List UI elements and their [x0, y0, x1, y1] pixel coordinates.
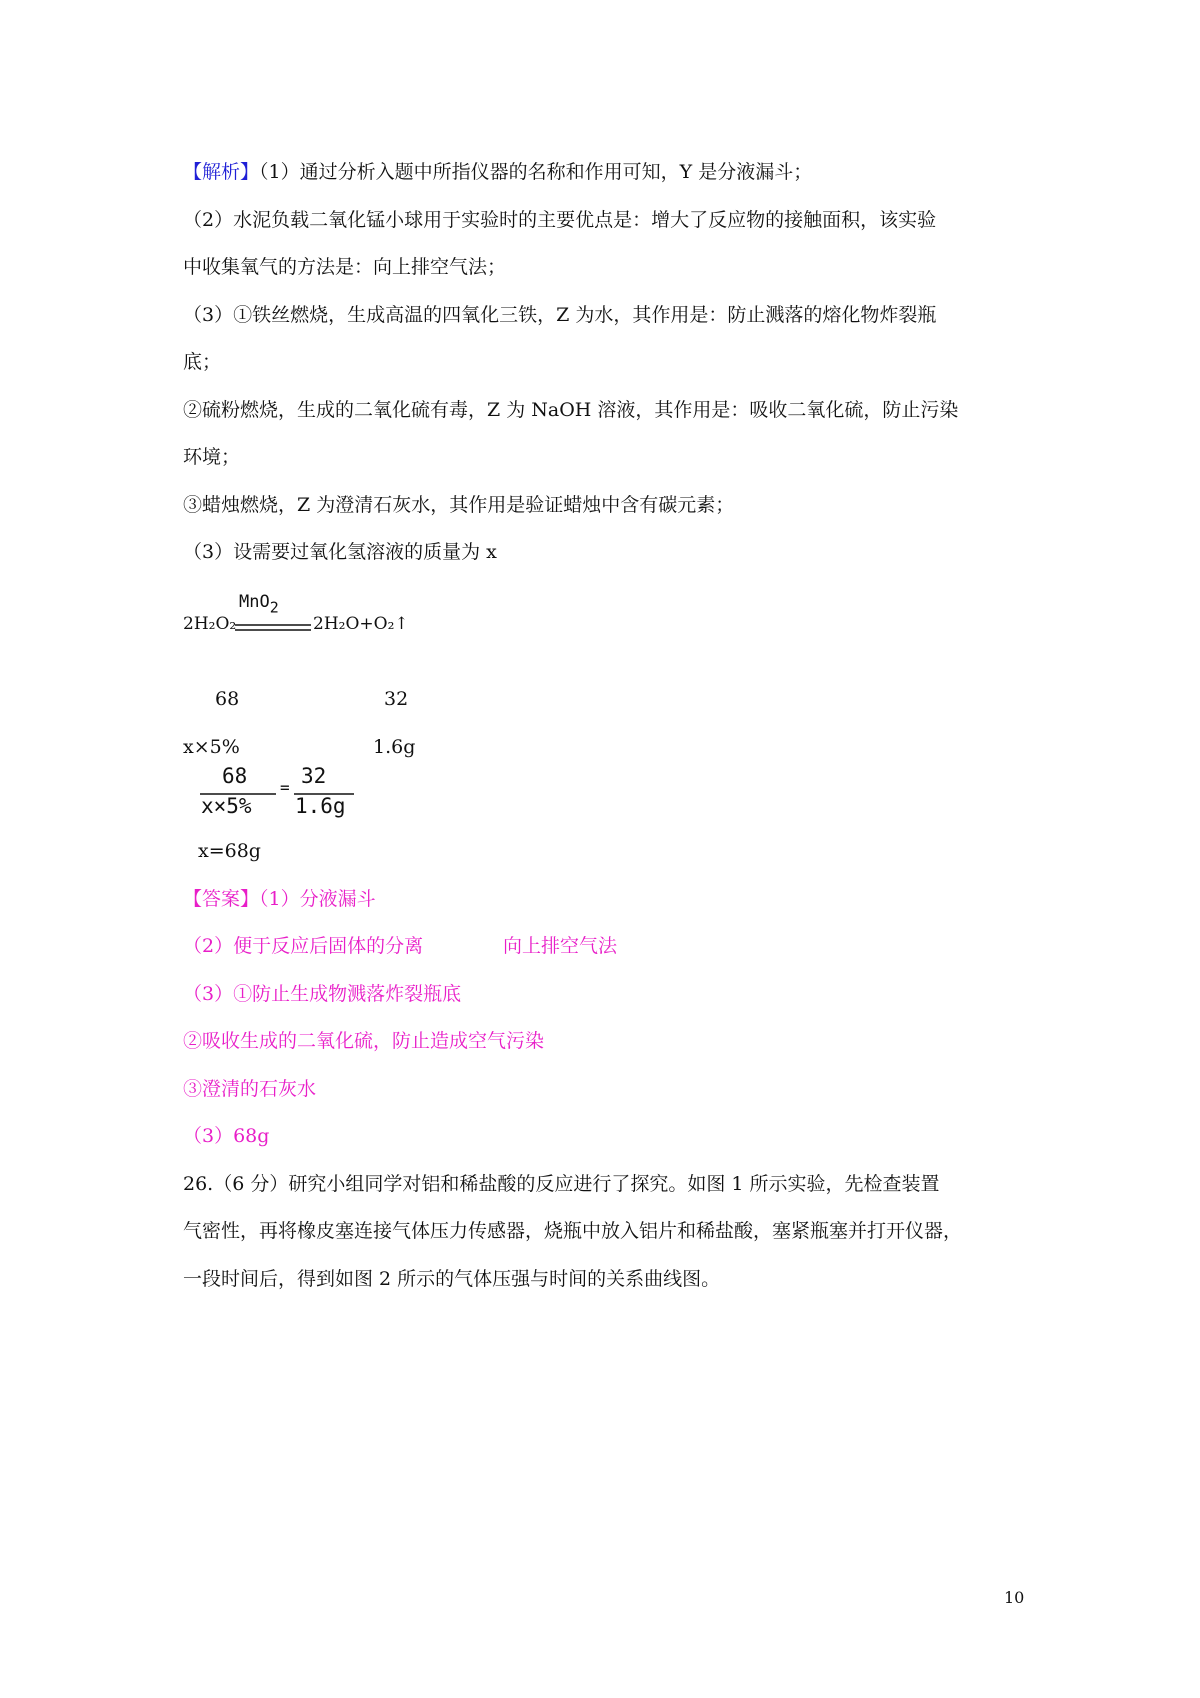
question-26-line-1: 26.（6 分）研究小组同学对铝和稀盐酸的反应进行了探究。如图 1 所示实验，先检查装置 [183, 1173, 940, 1195]
answer-tag: 【答案】 [183, 888, 260, 910]
analysis-line-6: ②硫粉燃烧，生成的二氧化硫有毒，Z 为 NaOH 溶液，其作用是：吸收二氧化硫，防止污染 [183, 399, 959, 421]
answer-line-1 [183, 887, 376, 911]
answer-line-6: （3）68g [183, 1125, 270, 1147]
analysis-line-2: （2）水泥负载二氧化锰小球用于实验时的主要优点是：增大了反应物的接触面积，该实验 [183, 209, 937, 231]
chemical-equation [183, 588, 583, 658]
catalyst-label: MnO$_2$ [239, 592, 279, 617]
fraction-denominator-2: 1.6g [295, 794, 346, 818]
question-26-line-3: 一段时间后，得到如图 2 所示的气体压强与时间的关系曲线图。 [183, 1268, 721, 1290]
mass-o2: 32 [384, 688, 409, 710]
result-x: x=68g [198, 840, 261, 862]
answer-line-5: ③澄清的石灰水 [183, 1078, 317, 1100]
page-number: 10 [1004, 1588, 1025, 1607]
equation-left: 2H₂O₂ [183, 614, 237, 634]
analysis-line-7: 环境； [183, 446, 241, 468]
proportion-equation [198, 764, 358, 826]
answer-text-1: （1）分液漏斗 [259, 888, 376, 910]
answer-line-2b: 向上排空气法 [503, 935, 618, 957]
analysis-tag: 【解析】 [183, 161, 260, 183]
analysis-line-3: 中收集氧气的方法是：向上排空气法； [183, 256, 507, 278]
question-26-line-2: 气密性，再将橡皮塞连接气体压力传感器，烧瓶中放入铝片和稀盐酸，塞紧瓶塞并打开仪器， [183, 1220, 963, 1242]
equation-double-line [233, 622, 313, 634]
analysis-line-1 [183, 160, 812, 184]
mass-h2o2: 68 [215, 688, 240, 710]
fraction-bars [198, 792, 358, 796]
analysis-line-8: ③蜡烛燃烧，Z 为澄清石灰水，其作用是验证蜡烛中含有碳元素； [183, 494, 735, 516]
analysis-line-9: （3）设需要过氧化氢溶液的质量为 x [183, 541, 497, 563]
answer-line-4: ②吸收生成的二氧化硫，防止造成空气污染 [183, 1030, 545, 1052]
value-h2o2: x×5% [183, 736, 240, 758]
fraction-equals: = [280, 778, 290, 797]
value-o2: 1.6g [373, 736, 416, 758]
analysis-text: （1）通过分析入题中所指仪器的名称和作用可知，Y 是分液漏斗； [259, 161, 813, 183]
equation-right: 2H₂O+O₂↑ [313, 614, 409, 634]
fraction-numerator-1: 68 [222, 764, 248, 788]
analysis-line-5: 底； [183, 351, 222, 373]
analysis-line-4: （3）①铁丝燃烧，生成高温的四氧化三铁，Z 为水，其作用是：防止溅落的熔化物炸裂瓶 [183, 304, 937, 326]
fraction-denominator-1: x×5% [201, 794, 252, 818]
answer-line-3: （3）①防止生成物溅落炸裂瓶底 [183, 983, 462, 1005]
answer-line-2a: （2）便于反应后固体的分离 [183, 935, 424, 957]
fraction-numerator-2: 32 [301, 764, 327, 788]
